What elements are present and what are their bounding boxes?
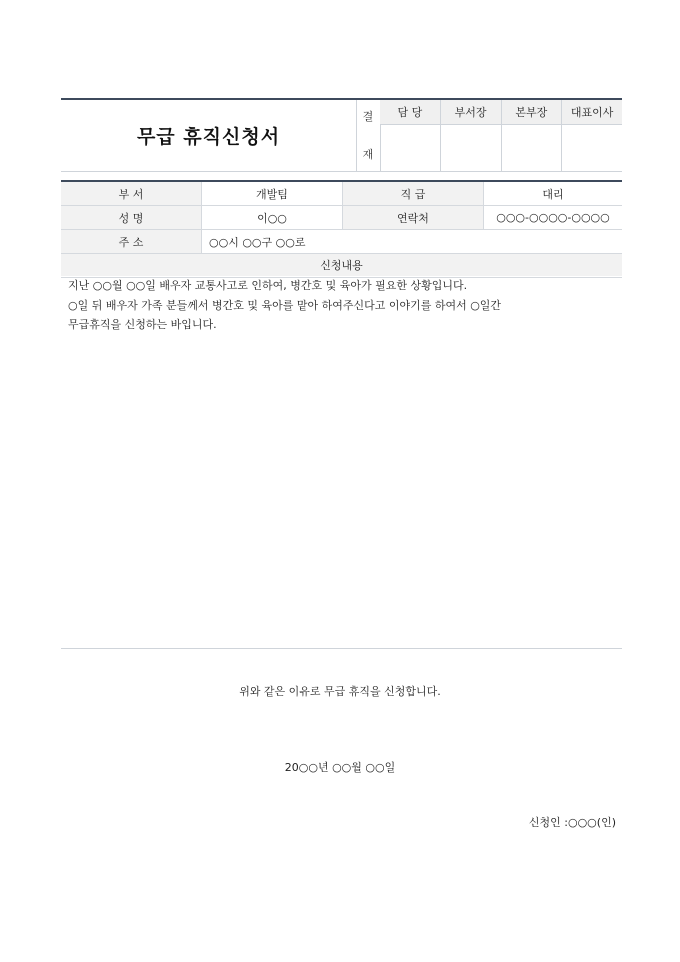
- contact-label: 연락처: [342, 206, 483, 229]
- content-divider: [61, 648, 622, 649]
- name-label: 성 명: [61, 206, 201, 229]
- approval-role-label: 대표이사: [562, 100, 622, 125]
- department-label: 부 서: [61, 182, 201, 205]
- request-line: 지난 ○○월 ○○일 배우자 교통사고로 인하여, 병간호 및 육아가 필요한 상황입니다.: [68, 279, 468, 292]
- approval-role-label: 본부장: [502, 100, 562, 125]
- approval-box-division-head[interactable]: [502, 100, 563, 171]
- contact-value[interactable]: ○○○-○○○○-○○○○: [483, 206, 622, 229]
- table-row: [61, 230, 622, 254]
- department-value[interactable]: 개발팀: [201, 182, 342, 205]
- request-line: ○일 뒤 배우자 가족 분들께서 병간호 및 육아를 맡아 하여주신다고 이야기를 하여서 ○일간: [68, 298, 502, 312]
- approval-box-ceo[interactable]: [562, 100, 622, 171]
- table-row: [61, 182, 622, 206]
- address-label: 주 소: [61, 230, 201, 253]
- address-value[interactable]: ○○시 ○○구 ○○로: [201, 230, 622, 253]
- approval-label: [356, 100, 381, 171]
- request-section-title: 신청내용: [61, 254, 622, 276]
- request-statement: 위와 같은 이유로 무급 휴직을 신청합니다.: [239, 685, 441, 698]
- approval-role-label: 담 당: [380, 100, 440, 125]
- request-date: 20○○년 ○○월 ○○일: [284, 761, 396, 774]
- approval-box-dept-head[interactable]: [441, 100, 502, 171]
- approval-role-label: 부서장: [441, 100, 501, 125]
- request-content[interactable]: [68, 276, 616, 335]
- approval-label-bottom: 재: [362, 148, 374, 161]
- table-row: [61, 206, 622, 230]
- table-row: [61, 254, 622, 278]
- name-value[interactable]: 이○○: [201, 206, 342, 229]
- approval-boxes: [380, 100, 622, 171]
- signer: 신청인 :○○○(인): [528, 816, 616, 829]
- position-label: 직 급: [342, 182, 483, 205]
- approval-box-staff[interactable]: [380, 100, 441, 171]
- document-title: 무급 휴직신청서: [61, 100, 357, 171]
- applicant-info-table: [61, 180, 622, 278]
- document-header: [61, 98, 622, 172]
- position-value[interactable]: 대리: [483, 182, 622, 205]
- request-line: 무급휴직을 신청하는 바입니다.: [68, 318, 217, 331]
- approval-label-top: 결: [362, 110, 374, 123]
